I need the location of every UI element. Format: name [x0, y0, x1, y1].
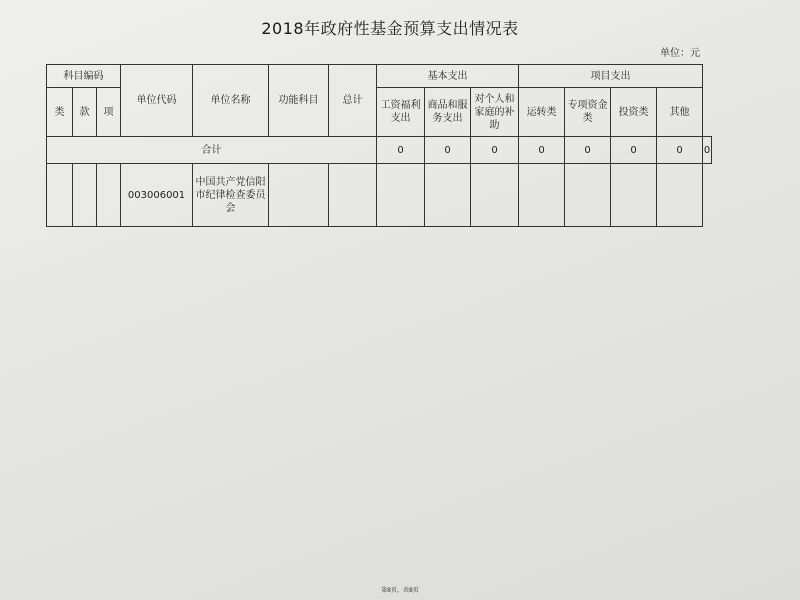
cell-function-subject — [269, 164, 329, 227]
total-cell-transfer: 0 — [565, 137, 611, 164]
header-row — [47, 65, 712, 88]
table-row — [47, 164, 712, 227]
cell-salary — [377, 164, 425, 227]
cell-lei — [47, 164, 73, 227]
header-transfer: 运转类 — [519, 88, 565, 137]
cell-special — [565, 164, 611, 227]
header-total: 总计 — [329, 65, 377, 137]
cell-invest — [611, 164, 657, 227]
cell-unit-code: 003006001 — [121, 164, 193, 227]
cell-kuan — [73, 164, 97, 227]
expenditure-table — [46, 64, 712, 227]
unit-label: 单位：元 — [660, 48, 700, 59]
page-title: 2018年政府性基金预算支出情况表 — [261, 19, 519, 38]
cell-total — [329, 164, 377, 227]
total-cell-other: 0 — [703, 137, 712, 164]
header-subsidy: 对个人和家庭的补助 — [471, 88, 519, 137]
header-project-expenditure: 项目支出 — [519, 65, 703, 88]
header-lei: 类 — [47, 88, 73, 137]
cell-transfer — [519, 164, 565, 227]
header-subject-code: 科目编码 — [47, 65, 121, 88]
total-cell-salary: 0 — [425, 137, 471, 164]
total-label: 合计 — [47, 137, 377, 164]
header-function-subject: 功能科目 — [269, 65, 329, 137]
header-goods: 商品和服务支出 — [425, 88, 471, 137]
header-unit-code: 单位代码 — [121, 65, 193, 137]
header-basic-expenditure: 基本支出 — [377, 65, 519, 88]
header-kuan: 款 — [73, 88, 97, 137]
total-cell-subsidy: 0 — [519, 137, 565, 164]
header-unit-name: 单位名称 — [193, 65, 269, 137]
total-row — [47, 137, 712, 164]
cell-unit-name: 中国共产党信阳市纪律检查委员会 — [193, 164, 269, 227]
header-invest: 投资类 — [611, 88, 657, 137]
header-other: 其他 — [657, 88, 703, 137]
total-cell-goods: 0 — [471, 137, 519, 164]
cell-subsidy — [471, 164, 519, 227]
total-cell-total: 0 — [377, 137, 425, 164]
total-cell-invest: 0 — [657, 137, 703, 164]
total-cell-special: 0 — [611, 137, 657, 164]
header-special: 专项资金类 — [565, 88, 611, 137]
cell-xiang — [97, 164, 121, 227]
header-xiang: 项 — [97, 88, 121, 137]
cell-other — [657, 164, 703, 227]
page-footer: 第8页，共8页 — [381, 587, 419, 594]
cell-goods — [425, 164, 471, 227]
header-salary: 工资福利支出 — [377, 88, 425, 137]
